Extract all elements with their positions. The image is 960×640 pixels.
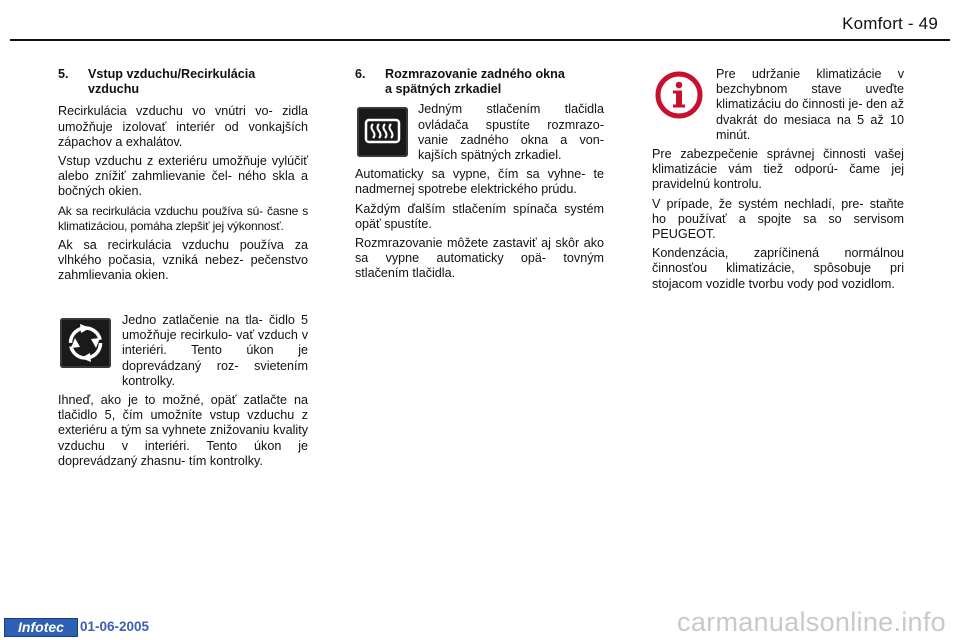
paragraph: Recirkulácia vzduchu vo vnútri vo- zidla umožňuje izolovať interiér od vonkajších zápachov a exhalátov.: [58, 104, 308, 149]
header-rule: [10, 39, 950, 41]
paragraph: Pre zabezpečenie správnej činnosti vašej klimatizácie vám tiež odporú- čame jej pravidelnú kontrolu.: [652, 147, 904, 192]
section-6-title: [355, 67, 604, 97]
paragraph: Každým ďalším stlačením spínača systém opäť spustíte.: [355, 201, 604, 231]
section-title-line2: a spätných zrkadiel: [385, 82, 502, 97]
middle-column: [355, 67, 604, 286]
paragraph: Rozmrazovanie môžete zastaviť aj skôr ako sa vypne automaticky opä- tovným stlačením tlačidla.: [355, 236, 604, 281]
section-title-line2: vzduchu: [88, 82, 140, 97]
section-title-line1: Rozmrazovanie zadného okna: [385, 67, 565, 81]
paragraph-indented: Jedno zatlačenie na tla- čidlo 5 umožňuje recirkulo- vať vzduch v interiéri. Tento úkon je doprevádzaný roz- svietením kontrolky.: [122, 313, 308, 388]
section-5-title: [58, 67, 308, 97]
infotec-logo: Infotec: [4, 618, 78, 637]
paragraph: Ak sa recirkulácia vzduchu používa sú- časne s klimatizáciou, pomáha zlepšiť jej výkonnosť.: [58, 203, 308, 233]
paragraph: Kondenzácia, zapríčinená normálnou činnosťou klimatizácie, spôsobuje pri stojacom vozidle tvorbu vody pod vozidlom.: [652, 246, 904, 291]
paragraph: Vstup vzduchu z exteriéru umožňuje vylúčiť alebo znížiť zahmlievanie čel- ného skla a bočných okien.: [58, 154, 308, 199]
paragraph-indented: Jedným stlačením tlačidla ovládača spustíte rozmrazo- vanie zadného okna a von- kajších spätných zrkadiel.: [418, 102, 604, 163]
paragraph: V prípade, že systém nechladí, pre- staňte ho používať a spojte sa so servisom PEUGEOT.: [652, 196, 904, 242]
paragraph-indented: Pre udržanie klimatizácie v bezchybnom stave uveďte klimatizáciu do činnosti je- den až dvakrát do mesiaca na 5 až 10 minút.: [716, 67, 904, 142]
page-title: Komfort - 49: [842, 14, 938, 33]
section-title-line1: Vstup vzduchu/Recirkulácia: [88, 67, 256, 81]
section-number: 5.: [58, 67, 69, 81]
right-column: [652, 67, 904, 296]
rear-defrost-icon: [357, 107, 408, 157]
left-column-lower: [58, 313, 308, 473]
paragraph: Automaticky sa vypne, čím sa vyhne- te nadmernej spotrebe elektrického prúdu.: [355, 167, 604, 197]
paragraph: Ihneď, ako je to možné, opäť zatlačte na tlačidlo 5, čím umožníte vstup vzduchu z exteriéru a tým sa vyhnete znižovaniu kvality vzduchu v interiéri. Tento úkon je doprevádzaný zhasnu- tím kontrolky.: [58, 393, 308, 468]
paragraph: Ak sa recirkulácia vzduchu používa za vlhkého počasia, vzniká nebez- pečenstvo zahmlievania okien.: [58, 238, 308, 283]
left-column: [58, 67, 308, 288]
footer-date: 01-06-2005: [80, 619, 150, 634]
watermark-url: carmanualsonline.info: [677, 607, 946, 637]
section-number: 6.: [355, 67, 366, 81]
